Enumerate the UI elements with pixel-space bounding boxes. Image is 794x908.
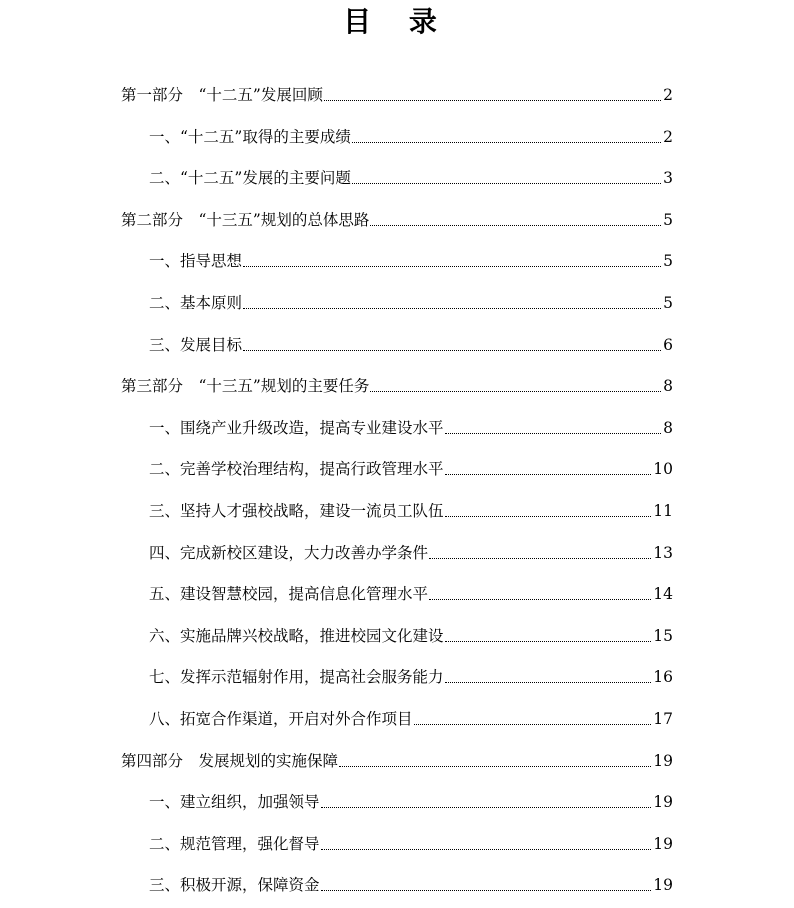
toc-page-number: 10	[653, 460, 673, 479]
toc-section-entry[interactable]	[149, 332, 673, 356]
dot-leader	[321, 806, 652, 808]
toc-entry-label: 一、指导思想	[149, 252, 243, 271]
toc-section-entry[interactable]	[149, 290, 673, 314]
dot-leader	[445, 432, 662, 434]
toc-page-number: 8	[663, 418, 673, 437]
dot-leader	[370, 390, 661, 392]
toc-entry-label: 八、拓宽合作渠道，开启对外合作项目	[149, 710, 413, 728]
toc-section-entry[interactable]	[149, 831, 673, 855]
dot-leader	[445, 473, 652, 475]
toc-page-number: 8	[663, 377, 673, 396]
dot-leader	[352, 182, 661, 184]
toc-page-number: 2	[663, 127, 673, 146]
dot-leader	[414, 723, 652, 725]
toc-page-number: 3	[663, 169, 673, 188]
toc-page-number: 14	[653, 585, 673, 604]
toc-page-number: 11	[653, 502, 673, 520]
toc-page-number: 19	[653, 876, 673, 895]
page-title: 目 录	[343, 5, 451, 38]
toc-entry-label: 第三部分 “十三五”规划的主要任务	[121, 377, 370, 396]
toc-entry-label: 五、建设智慧校园，提高信息化管理水平	[149, 585, 429, 604]
toc-part-entry[interactable]	[121, 82, 673, 106]
toc-entry-label: 三、发展目标	[149, 335, 243, 354]
toc-section-entry[interactable]	[149, 789, 673, 813]
toc-section-entry[interactable]	[149, 664, 673, 688]
dot-leader	[445, 640, 652, 642]
toc-entry-label: 三、坚持人才强校战略，建设一流员工队伍	[149, 502, 444, 520]
toc-entry-label: 一、“十二五”取得的主要成绩	[149, 127, 351, 146]
toc-section-entry[interactable]	[149, 623, 673, 647]
toc-entry-label: 六、实施品牌兴校战略，推进校园文化建设	[149, 626, 444, 645]
toc-page-number: 5	[663, 210, 673, 229]
toc-entry-label: 第一部分 “十二五”发展回顾	[121, 86, 323, 104]
toc-page-number: 6	[663, 335, 673, 354]
toc-page-number: 19	[653, 834, 673, 853]
toc-entry-label: 三、积极开源，保障资金	[149, 876, 320, 895]
toc-page-number: 17	[653, 710, 673, 728]
dot-leader	[243, 265, 661, 267]
dot-leader	[321, 848, 652, 850]
dot-leader	[429, 598, 651, 600]
dot-leader	[321, 889, 652, 891]
toc-section-entry[interactable]	[149, 456, 673, 480]
toc-section-entry[interactable]	[149, 706, 673, 730]
dot-leader	[370, 224, 661, 226]
toc-entry-label: 二、“十二五”发展的主要问题	[149, 169, 351, 188]
dot-leader	[243, 349, 661, 351]
toc-section-entry[interactable]	[149, 124, 673, 148]
toc-page-number: 13	[653, 543, 673, 562]
dot-leader	[339, 765, 651, 767]
toc-entry-label: 七、发挥示范辐射作用，提高社会服务能力	[149, 668, 444, 687]
toc-section-entry[interactable]	[149, 248, 673, 272]
toc-entry-label: 一、围绕产业升级改造，提高专业建设水平	[149, 418, 444, 437]
dot-leader	[243, 307, 661, 309]
toc-entry-label: 第二部分 “十三五”规划的总体思路	[121, 210, 370, 229]
dot-leader	[352, 141, 661, 143]
toc-page-number: 5	[663, 294, 673, 312]
dot-leader	[445, 681, 652, 683]
toc-page-number: 19	[653, 793, 673, 812]
toc-section-entry[interactable]	[149, 498, 673, 522]
toc-part-entry[interactable]	[121, 373, 673, 397]
dot-leader	[324, 99, 661, 101]
toc-section-entry[interactable]	[149, 872, 673, 896]
toc-entry-label: 第四部分 发展规划的实施保障	[121, 751, 339, 770]
toc-page-number: 16	[653, 668, 673, 687]
toc-entry-label: 二、完善学校治理结构，提高行政管理水平	[149, 460, 444, 479]
toc-part-entry[interactable]	[121, 207, 673, 231]
toc-section-entry[interactable]	[149, 581, 673, 605]
toc-part-entry[interactable]	[121, 748, 673, 772]
toc-entry-label: 二、基本原则	[149, 294, 243, 312]
toc-entry-label: 二、规范管理，强化督导	[149, 834, 320, 853]
toc-section-entry[interactable]	[149, 165, 673, 189]
toc-section-entry[interactable]	[149, 415, 673, 439]
toc-page-number: 5	[663, 252, 673, 271]
dot-leader	[445, 515, 652, 517]
toc-section-entry[interactable]	[149, 540, 673, 564]
dot-leader	[429, 557, 651, 559]
toc-page-number: 2	[663, 86, 673, 104]
toc-entry-label: 一、建立组织，加强领导	[149, 793, 320, 812]
toc-page-number: 19	[653, 751, 673, 770]
toc-page-number: 15	[653, 626, 673, 645]
toc-entry-label: 四、完成新校区建设，大力改善办学条件	[149, 543, 429, 562]
